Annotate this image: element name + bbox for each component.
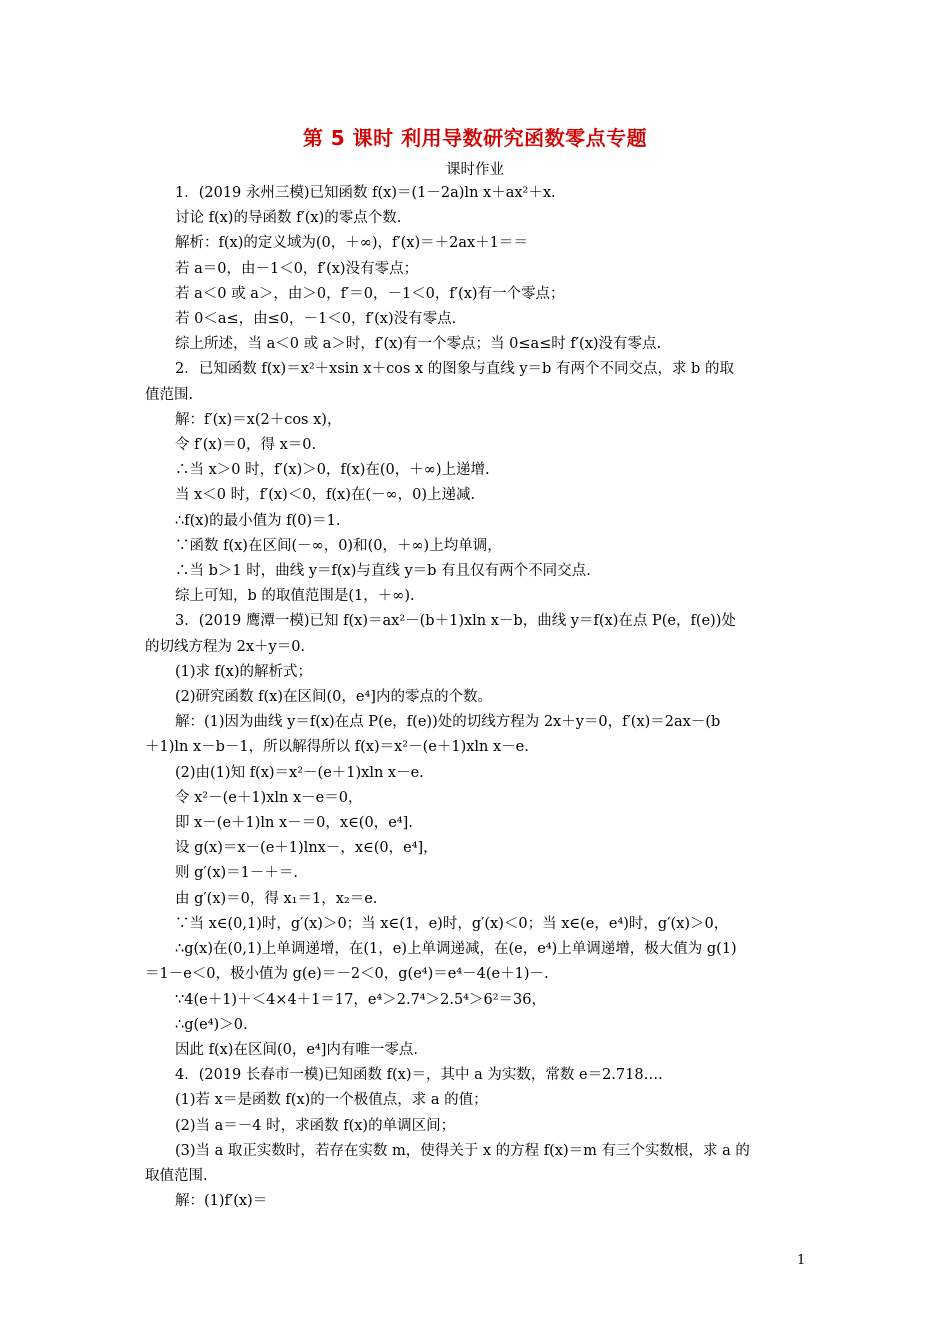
text-line: 则 g′(x)＝1－＋＝. [175,865,299,882]
text-line: ∴g(x)在(0,1)上单调递增，在(1，e)上单调递减，在(e，e⁴)上单调递增，极大值为 g(1) [175,941,737,958]
text-line: 由 g′(x)＝0，得 x₁＝1，x₂＝e. [175,890,378,907]
text-line: ＝1－e＜0，极小值为 g(e)＝－2＜0，g(e⁴)＝e⁴－4(e＋1)－. [145,966,549,983]
text-line: 令 x²－(e＋1)xln x－e＝0， [175,789,363,806]
text-line: 的切线方程为 2x＋y＝0. [145,638,306,655]
text-line: (2)研究函数 f(x)在区间(0，e⁴]内的零点的个数。 [175,689,492,706]
text-line: 值范围. [145,386,194,403]
text-line: (1)求 f(x)的解析式； [175,663,313,680]
text-line: ∴f(x)的最小值为 f(0)＝1. [175,512,341,529]
text-line: (2)当 a＝－4 时，求函数 f(x)的单调区间； [175,1117,456,1134]
text-line: 若 a＜0 或 a＞，由＞0，f′＝0，－1＜0，f′(x)有一个零点； [175,285,565,302]
text-line: ∴g(e⁴)＞0. [175,1016,248,1033]
text-line: 综上所述，当 a＜0 或 a＞时，f′(x)有一个零点；当 0≤a≤时 f′(x)没有零点. [175,336,662,353]
page-title: 第 5 课时 利用导数研究函数零点专题 [302,126,648,150]
text-line: 令 f′(x)＝0，得 x＝0. [175,437,317,454]
text-line: ∴当 x＞0 时，f′(x)＞0，f(x)在(0，＋∞)上递增. [175,462,490,479]
text-line: ∵4(e＋1)＋＜4×4＋1＝17，e⁴＞2.7⁴＞2.5⁴＞6²＝36， [175,991,546,1008]
text-line: 2．已知函数 f(x)＝x²＋xsin x＋cos x 的图象与直线 y＝b 有两个不同交点，求 b 的取 [175,361,734,378]
text-line: 若 0＜a≤，由≤0，－1＜0，f′(x)没有零点. [175,311,457,328]
text-line: (1)若 x＝是函数 f(x)的一个极值点，求 a 的值； [175,1092,488,1109]
page-number: 1 [797,1253,806,1268]
text-line: 当 x＜0 时，f′(x)＜0，f(x)在(－∞，0)上递减. [175,487,476,504]
text-line: (3)当 a 取正实数时，若存在实数 m，使得关于 x 的方程 f(x)＝m 有三个实数根，求 a 的 [175,1142,750,1159]
text-line: ∴当 b＞1 时，曲线 y＝f(x)与直线 y＝b 有且仅有两个不同交点. [175,563,591,580]
text-line: 解析：f(x)的定义域为(0，＋∞)，f′(x)＝＋2ax＋1＝＝ [175,235,528,252]
text-line: 取值范围. [145,1167,208,1184]
text-line: 解：(1)因为曲线 y＝f(x)在点 P(e，f(e))处的切线方程为 2x＋y＝0，f′(x)＝2ax－(b [175,714,721,731]
page-subtitle: 课时作业 [446,162,504,178]
text-line: ∵函数 f(x)在区间(－∞，0)和(0，＋∞)上均单调， [175,537,502,554]
text-line: 若 a＝0，由－1＜0，f′(x)没有零点； [175,260,419,277]
text-line: 3．(2019 鹰潭一模)已知 f(x)＝ax²－(b＋1)xln x－b，曲线 y＝f(x)在点 P(e，f(e))处 [175,613,736,630]
text-line: 设 g(x)＝x－(e＋1)lnx－，x∈(0，e⁴]， [175,840,438,857]
text-line: 4．(2019 长春市一模)已知函数 f(x)＝，其中 a 为实数，常数 e＝2.718…. [175,1067,663,1084]
text-line: ∵当 x∈(0,1)时，g′(x)＞0；当 x∈(1，e)时，g′(x)＜0；当 x∈(e，e⁴)时，g′(x)＞0， [175,915,729,932]
text-line: (2)由(1)知 f(x)＝x²－(e＋1)xln x－e. [175,764,424,781]
text-line: 综上可知，b 的取值范围是(1，＋∞). [175,588,415,605]
document-body [145,181,810,1214]
text-line: ＋1)ln x－b－1，所以解得所以 f(x)＝x²－(e＋1)xln x－e. [145,739,529,756]
text-line: 1．(2019 永州三模)已知函数 f(x)＝(1－2a)ln x＋ax²＋x. [175,185,556,201]
text-line: 因此 f(x)在区间(0，e⁴]内有唯一零点. [175,1041,419,1058]
text-line: 即 x－(e＋1)ln x－＝0，x∈(0，e⁴]. [175,815,413,832]
text-line: 讨论 f(x)的导函数 f′(x)的零点个数. [175,210,402,227]
text-line: 解：(1)f′(x)＝ [175,1193,268,1210]
text-line: 解：f′(x)＝x(2＋cos x)， [175,411,342,428]
